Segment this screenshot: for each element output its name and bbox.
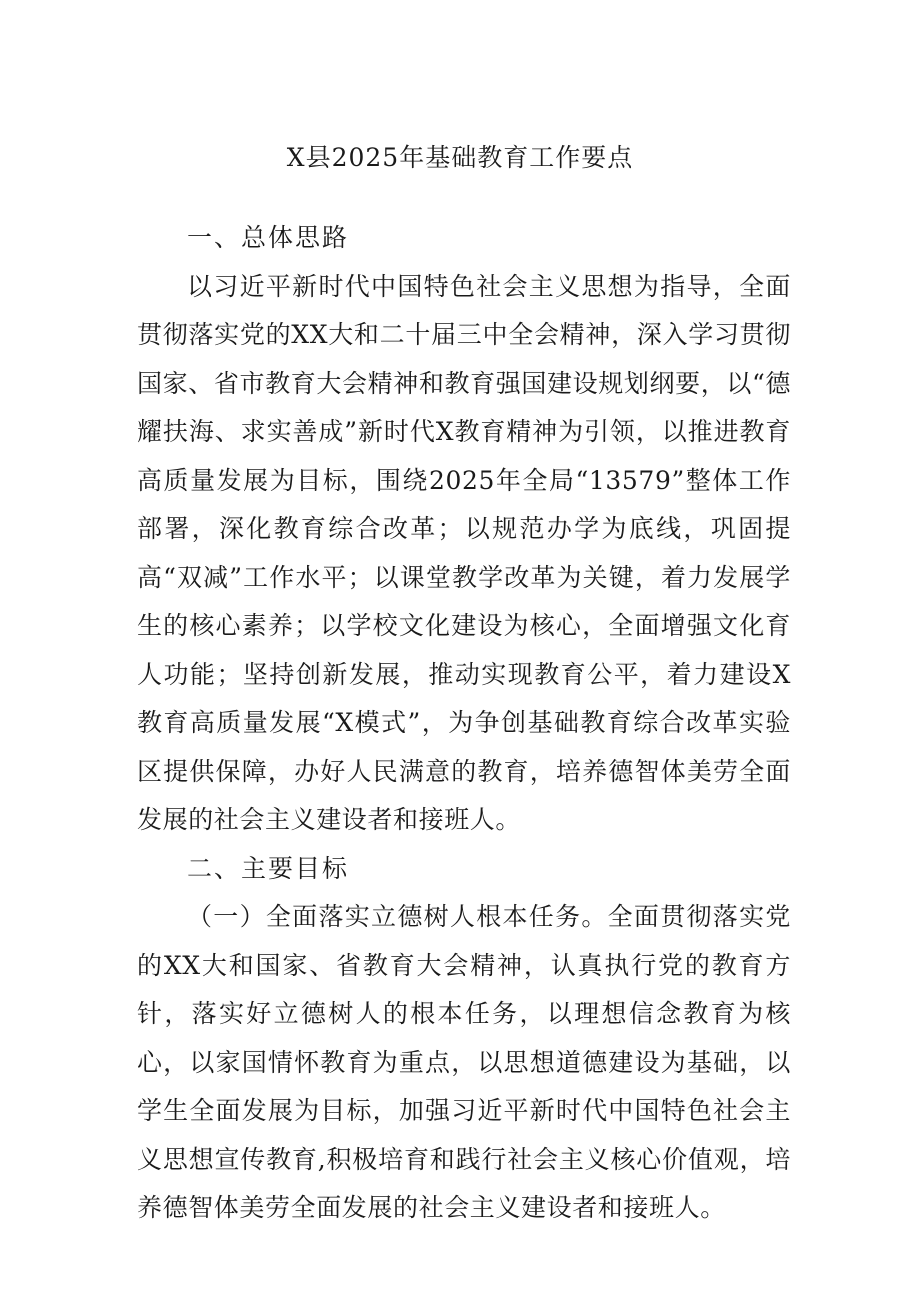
paragraph-goal-1: （一）全面落实立德树人根本任务。全面贯彻落实党的XX大和国家、省教育大会精神，认真执行党的教育方针，落实好立德树人的根本任务，以理想信念教育为核心，以家国情怀教育为重点，以思想道德建设为基础，以学生全面发展为目标，加强习近平新时代中国特色社会主义思想宣传教育,积极培育和践行社会主义核心价值观，培养德智体美劳全面发展的社会主义建设者和接班人。	[137, 902, 791, 1222]
document-body	[137, 214, 791, 1233]
section-heading-overall-approach: 一、总体思路	[187, 223, 350, 252]
document-title: X县2025年基础教育工作要点	[286, 143, 634, 172]
section-heading-main-goals: 二、主要目标	[187, 853, 350, 883]
paragraph-overall-approach: 以习近平新时代中国特色社会主义思想为指导，全面贯彻落实党的XX大和二十届三中全会精神，深入学习贯彻国家、省市教育大会精神和教育强国建设规划纲要，以“德耀扶海、求实善成”新时代X教育精神为引领，以推进教育高质量发展为目标，围绕2025年全局“13579”整体工作部署，深化教育综合改革；以规范办学为底线，巩固提高“双减”工作水平；以课堂教学改革为关键，着力发展学生的核心素养；以学校文化建设为核心，全面增强文化育人功能；坚持创新发展，推动实现教育公平，着力建设X教育高质量发展“X模式”，为争创基础教育综合改革实验区提供保障，办好人民满意的教育，培养德智体美劳全面发展的社会主义建设者和接班人。	[137, 271, 791, 834]
